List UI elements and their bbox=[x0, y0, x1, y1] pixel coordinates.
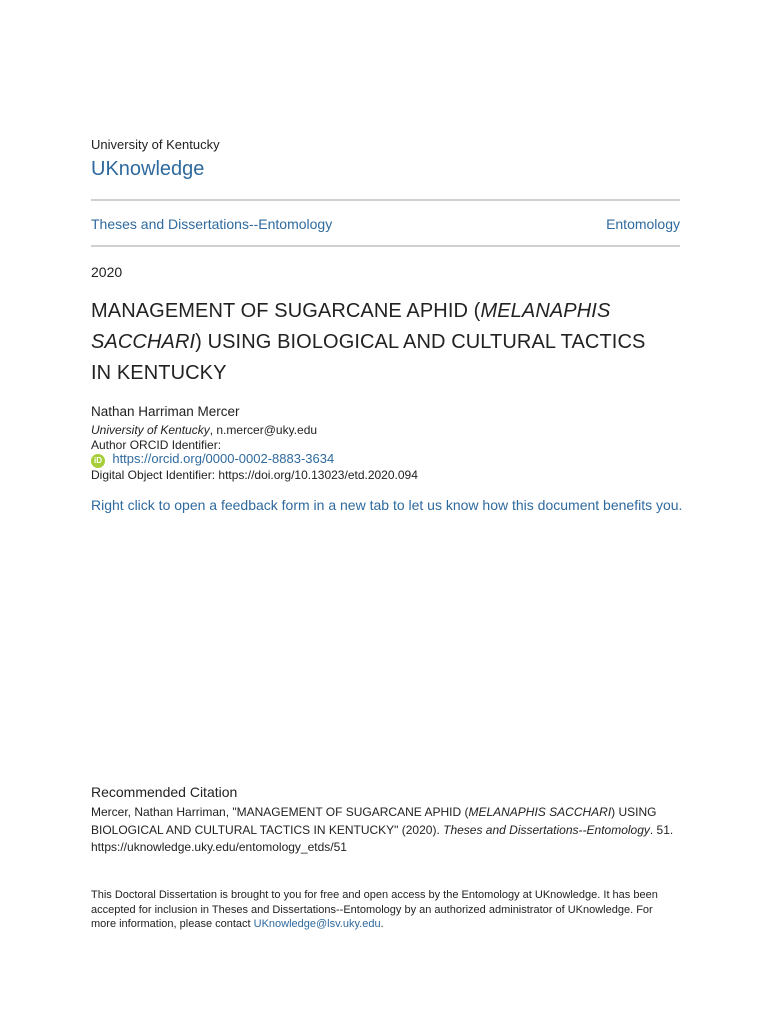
author-name: Nathan Harriman Mercer bbox=[91, 404, 240, 419]
orcid-row bbox=[91, 452, 418, 468]
citation-species: MELANAPHIS SACCHARI bbox=[468, 805, 612, 819]
title-species: MELANAPHIS SACCHARI bbox=[91, 300, 611, 353]
orcid-link[interactable]: https://orcid.org/0000-0002-8883-3634 bbox=[112, 451, 335, 466]
orcid-label: Author ORCID Identifier: bbox=[91, 437, 222, 452]
cover-page bbox=[91, 0, 683, 1024]
author-metadata bbox=[91, 423, 418, 483]
notice-end: . bbox=[380, 918, 384, 930]
contact-email-link[interactable]: UKnowledge@lsv.uky.edu bbox=[253, 918, 381, 930]
bottom-divider bbox=[91, 245, 680, 247]
citation-part-1: Mercer, Nathan Harriman, "MANAGEMENT OF SUGARCANE APHID ( bbox=[91, 805, 469, 819]
citation-url: https://uknowledge.uky.edu/entomology_etds/51 bbox=[91, 840, 347, 854]
notice-text: This Doctoral Dissertation is brought to you for free and open access by the Entomology at UKnowledge. It has been accepted for inclusion in Theses and Dissertations--Entomology by an authorized administrator of UKnowledge. For more information, please contact bbox=[91, 889, 658, 930]
author-affiliation-line bbox=[91, 423, 418, 438]
orcid-icon: iD bbox=[91, 454, 105, 468]
author-affiliation: University of Kentucky bbox=[91, 423, 210, 437]
institution-name: University of Kentucky bbox=[91, 137, 220, 152]
title-part-1: MANAGEMENT OF SUGARCANE APHID ( bbox=[91, 300, 481, 322]
repository-link[interactable]: UKnowledge bbox=[91, 158, 205, 180]
feedback-link[interactable]: Right click to open a feedback form in a new tab to let us know how this document benefits you. bbox=[91, 497, 683, 513]
author-email: , n.mercer@uky.edu bbox=[209, 423, 318, 437]
citation-part-3: . 51. bbox=[649, 822, 674, 837]
citation-series: Theses and Dissertations--Entomology bbox=[443, 822, 650, 837]
citation-heading: Recommended Citation bbox=[91, 784, 238, 800]
publication-year: 2020 bbox=[91, 264, 123, 280]
title-part-2: ) USING BIOLOGICAL AND CULTURAL TACTICS IN KENTUCKY bbox=[91, 331, 646, 384]
top-divider bbox=[91, 199, 680, 201]
document-title bbox=[91, 296, 671, 389]
citation-text bbox=[91, 804, 680, 857]
department-link[interactable]: Entomology bbox=[606, 216, 680, 232]
doi-line: Digital Object Identifier: https://doi.org/10.13023/etd.2020.094 bbox=[91, 468, 418, 482]
citation-part-2: ) USING BIOLOGICAL AND CULTURAL TACTICS IN KENTUCKY" (2020). bbox=[91, 805, 657, 837]
access-notice bbox=[91, 888, 680, 932]
collection-link[interactable]: Theses and Dissertations--Entomology bbox=[91, 216, 333, 232]
